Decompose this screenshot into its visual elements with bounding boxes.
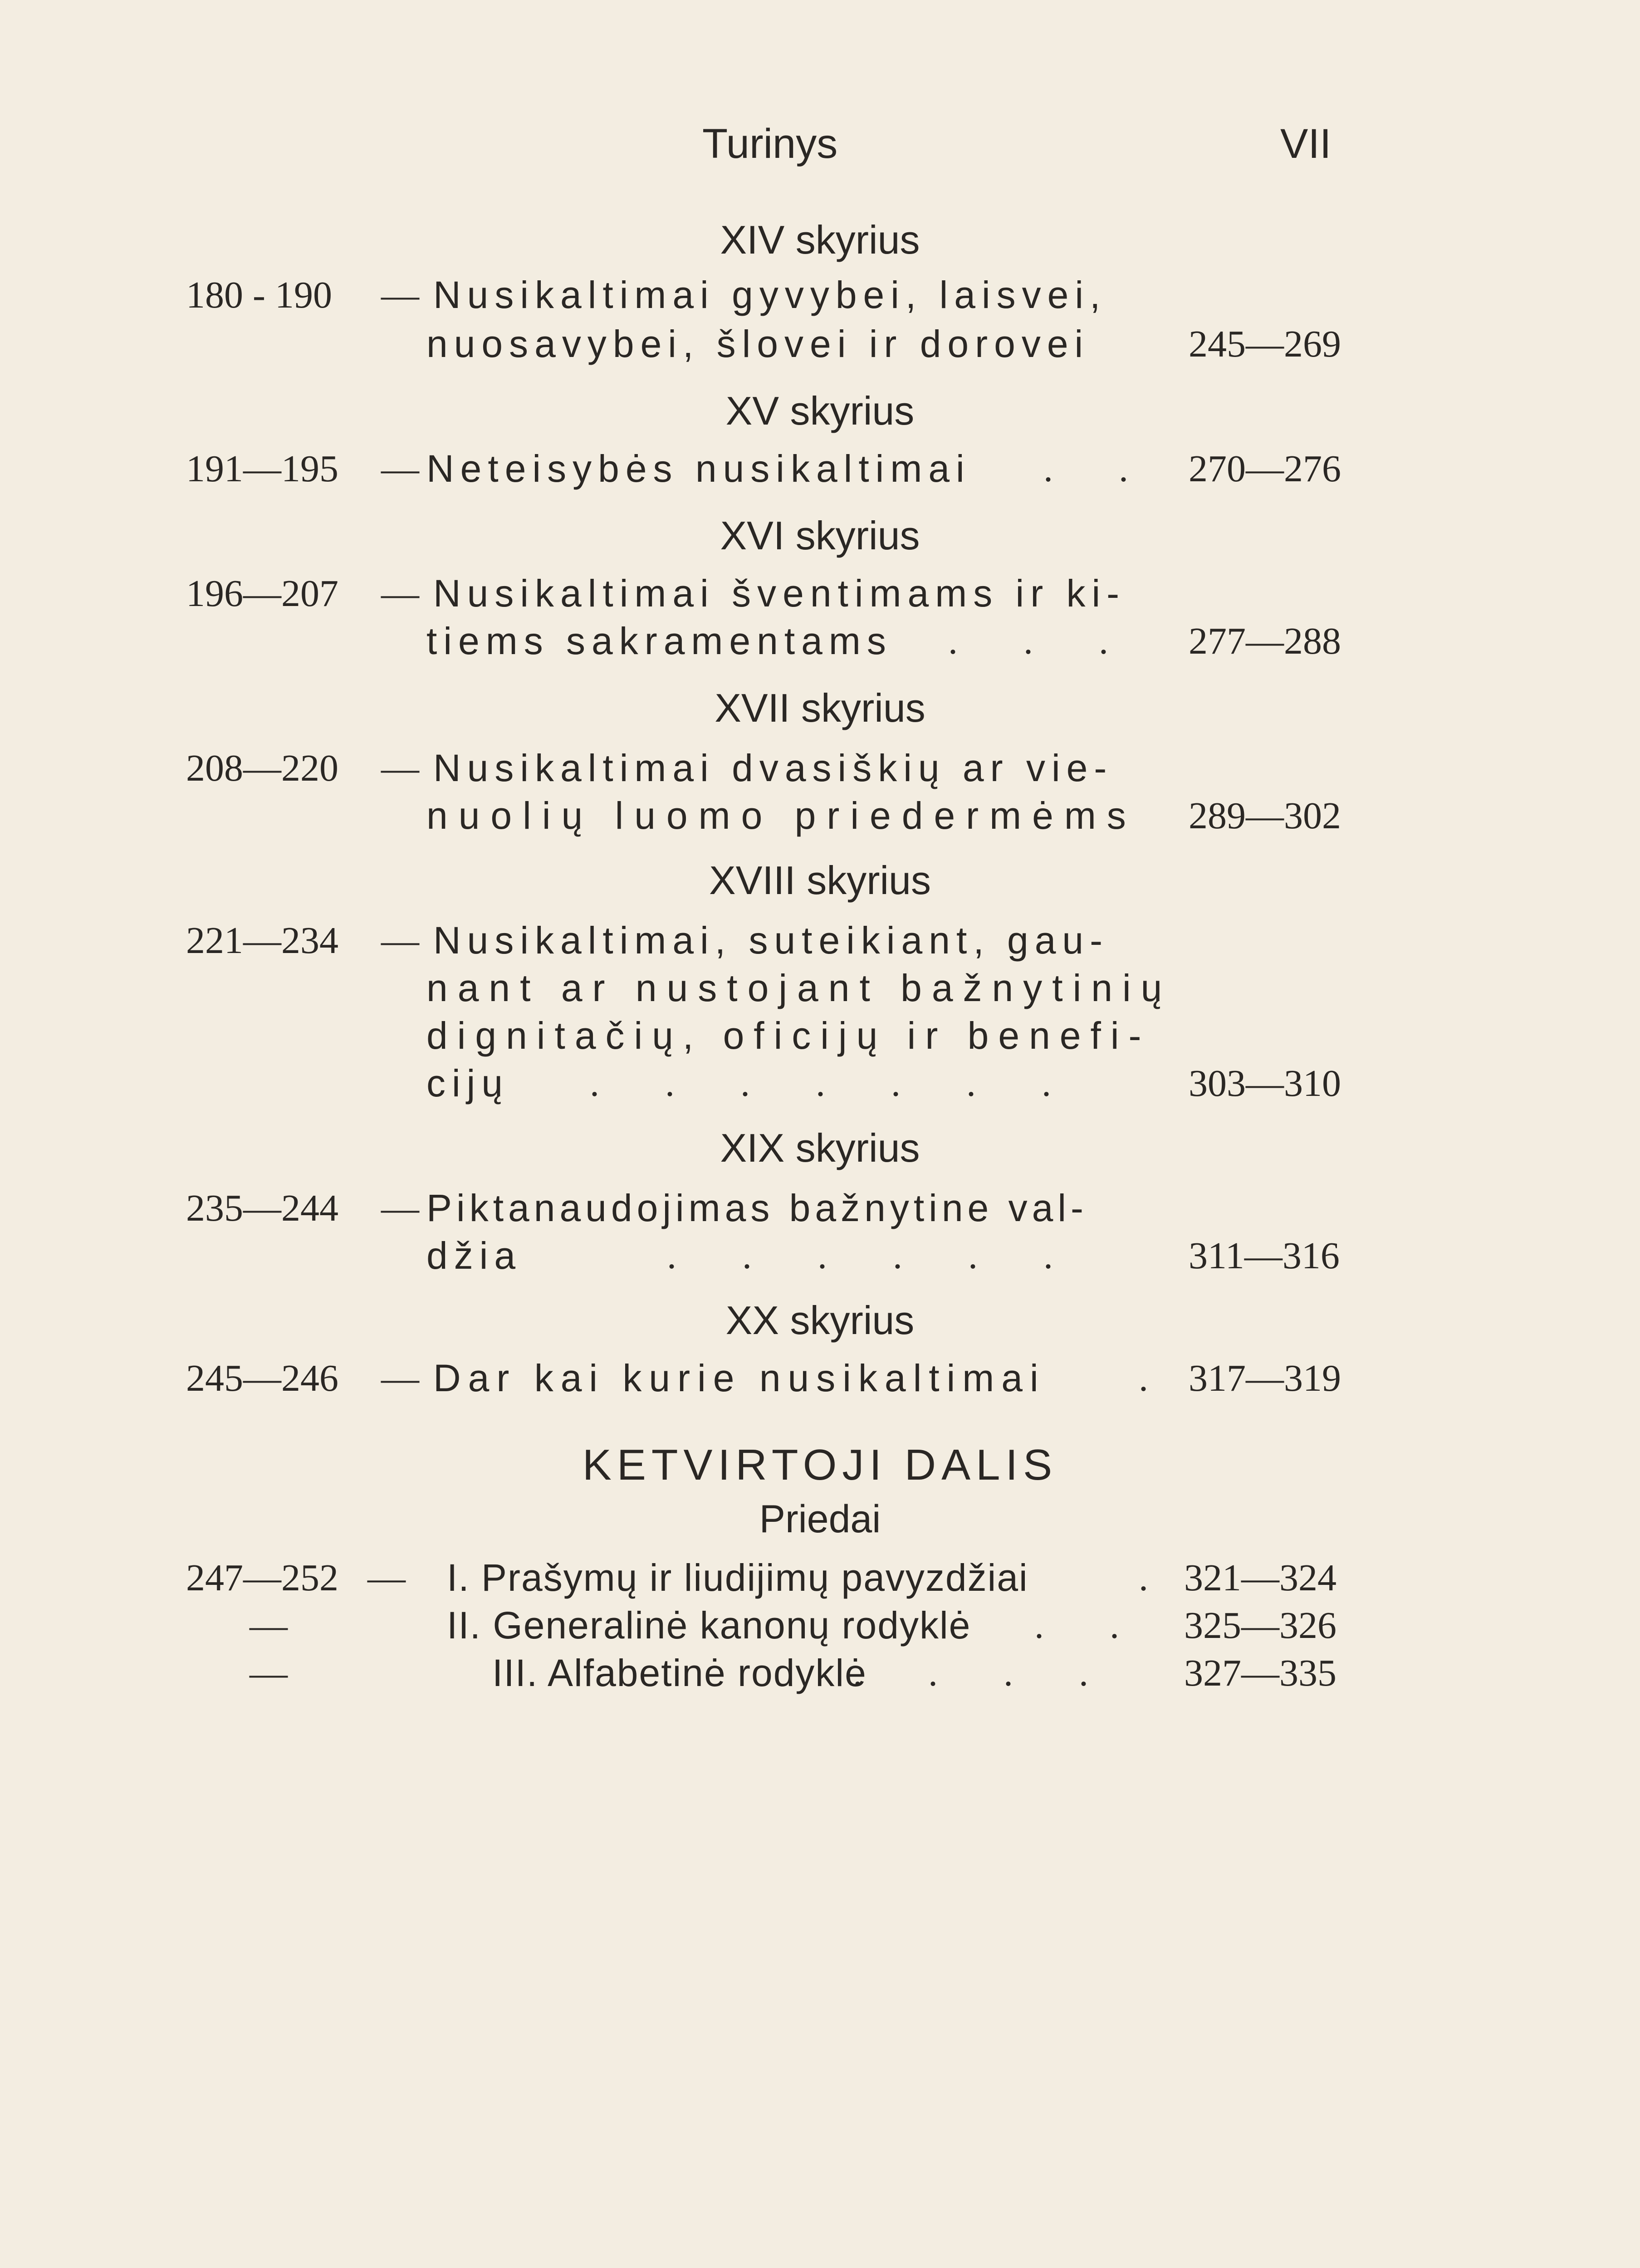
chapter-title-line: cijų <box>426 1062 509 1105</box>
canon-range: 235—244 <box>186 1187 338 1229</box>
chapter-title-line: nant ar nustojant bažnytinių <box>426 967 1172 1009</box>
page-number: VII <box>1280 121 1332 167</box>
chapter-title-line: Nusikaltimai gyvybei, laisvei, <box>433 274 1107 316</box>
chapter-heading: XX skyrius <box>725 1298 915 1343</box>
chapter-heading: XVII skyrius <box>715 685 925 730</box>
chapter-title-line: Nusikaltimai dvasiškių ar vie- <box>433 747 1113 789</box>
leader-dots: . <box>1139 1557 1176 1599</box>
canon-range: 247—252 <box>186 1557 338 1599</box>
chapter-heading: XIX skyrius <box>720 1125 920 1170</box>
canon-range: 221—234 <box>186 919 338 962</box>
dash: — <box>381 747 419 789</box>
leader-dots: . . . . <box>853 1652 1116 1694</box>
canon-range: 208—220 <box>186 747 338 789</box>
chapter-title-line: tiems sakramentams <box>426 620 892 662</box>
dash: — <box>381 448 419 490</box>
leader-dots: . . . . . . <box>667 1235 1081 1277</box>
appendix-title: II. Generalinė kanonų rodyklė <box>447 1604 971 1647</box>
page-range: 289—302 <box>1189 795 1341 837</box>
chapter-title-line: Nusikaltimai šventimams ir ki- <box>433 572 1126 615</box>
part-subtitle: Priedai <box>759 1497 881 1541</box>
chapter-heading: XVIII skyrius <box>709 858 931 903</box>
page-range: 327—335 <box>1184 1652 1336 1694</box>
chapter-title-line: džia <box>426 1234 522 1277</box>
chapter-title-line: Dar kai kurie nusikaltimai <box>433 1357 1046 1399</box>
appendix-title: III. Alfabetinė rodyklė <box>492 1652 867 1694</box>
chapter-heading: XVI skyrius <box>720 513 920 558</box>
appendix-title: I. Prašymų ir liudijimų pavyzdžiai <box>447 1556 1028 1599</box>
page-range: 245—269 <box>1189 323 1341 365</box>
canon-range: 196—207 <box>186 572 338 615</box>
page-range: 321—324 <box>1184 1557 1336 1599</box>
page-range: 325—326 <box>1184 1604 1336 1647</box>
part-title: KETVIRTOJI DALIS <box>582 1441 1058 1489</box>
dash: — <box>250 1604 288 1647</box>
dash: — <box>381 274 419 316</box>
leader-dots: . . . <box>948 620 1136 662</box>
running-header-title: Turinys <box>702 121 838 167</box>
leader-dots: . . . . . . . <box>590 1062 1079 1105</box>
dash: — <box>381 572 419 615</box>
chapter-heading: XV skyrius <box>725 388 915 433</box>
dash: — <box>381 1187 419 1229</box>
chapter-title-line: Nusikaltimai, suteikiant, gau- <box>433 919 1109 962</box>
canon-range: 180 - 190 <box>186 274 332 316</box>
leader-dots: . . <box>1034 1604 1147 1647</box>
chapter-title-line: dignitačių, oficijų ir benefi- <box>426 1014 1151 1057</box>
dash: — <box>381 919 419 962</box>
chapter-title-line: Piktanaudojimas bažnytine val- <box>426 1187 1088 1229</box>
chapter-title-line: nuolių luomo priedermėms <box>426 794 1137 837</box>
dash: — <box>381 1357 419 1399</box>
page-range: 317—319 <box>1189 1357 1341 1399</box>
leader-dots: . <box>1139 1357 1176 1399</box>
chapter-title-line: nuosavybei, šlovei ir dorovei <box>426 323 1090 365</box>
chapter-heading: XIV skyrius <box>720 217 920 262</box>
dash: — <box>367 1557 406 1599</box>
page-range: 270—276 <box>1189 448 1341 490</box>
chapter-title-line: Neteisybės nusikaltimai <box>426 447 971 490</box>
page-range: 311—316 <box>1189 1235 1340 1277</box>
leader-dots: . . <box>1043 448 1156 490</box>
canon-range: 245—246 <box>186 1357 338 1399</box>
canon-range: 191—195 <box>186 448 338 490</box>
page-range: 303—310 <box>1189 1062 1341 1105</box>
dash: — <box>250 1652 288 1694</box>
page-range: 277—288 <box>1189 620 1341 662</box>
